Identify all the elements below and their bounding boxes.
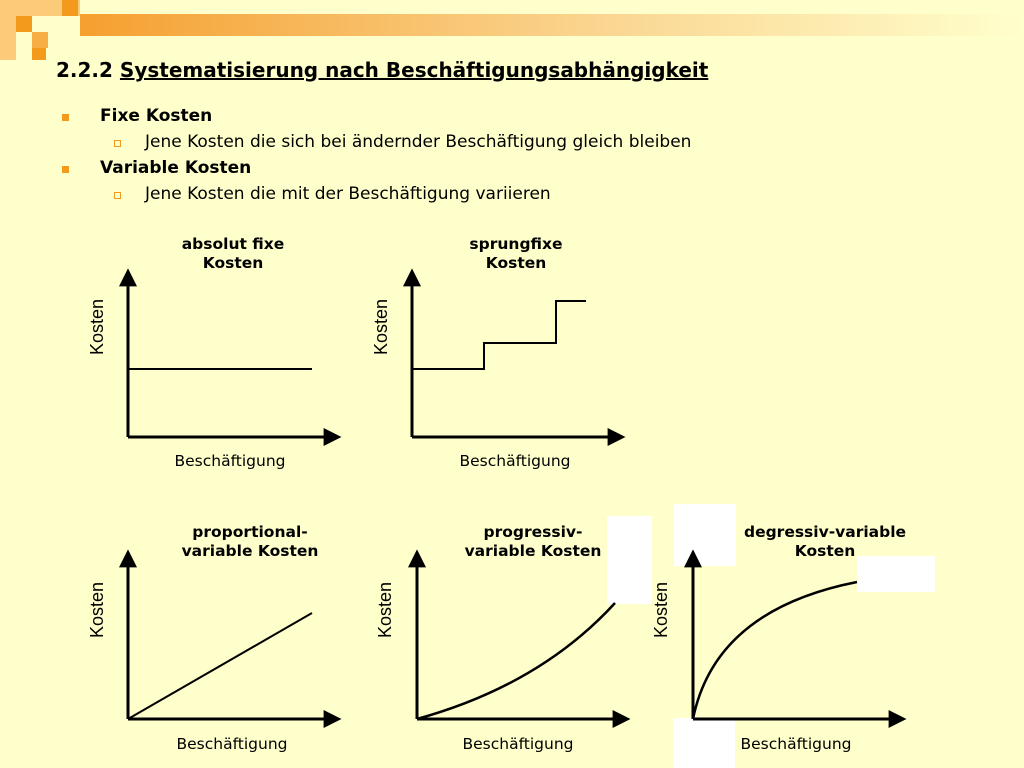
- x-axis-label: Beschäftigung: [176, 735, 288, 753]
- y-axis-label: Kosten: [651, 581, 671, 639]
- title-number: 2.2.2: [56, 58, 113, 82]
- x-axis-label: Beschäftigung: [174, 452, 286, 470]
- bullet-label: Fixe Kosten: [100, 106, 213, 126]
- x-axis-label: Beschäftigung: [462, 735, 574, 753]
- diagram-proportional: [87, 523, 338, 753]
- diagram-progressiv: [375, 523, 627, 753]
- degressive-cost-curve: [693, 582, 857, 719]
- diagram-title-line2: variable Kosten: [181, 542, 319, 560]
- diagram-absolut-fixe: [87, 235, 338, 470]
- subbullet-text: Jene Kosten die mit der Beschäftigung variieren: [145, 184, 551, 204]
- diagram-title-line2: Kosten: [202, 254, 264, 272]
- diagram-title-line1: absolut fixe: [181, 235, 285, 253]
- x-axis-label: Beschäftigung: [740, 735, 852, 753]
- diagram-title-line1: progressiv-: [483, 523, 583, 541]
- diagram-title-line1: proportional-: [192, 523, 308, 541]
- diagram-title-line2: Kosten: [794, 542, 856, 560]
- y-axis-label: Kosten: [375, 581, 395, 639]
- progressive-cost-curve: [417, 603, 615, 719]
- diagram-title-line1: sprungfixe: [469, 235, 563, 253]
- diagram-title-line2: Kosten: [485, 254, 547, 272]
- proportional-cost-line: [128, 613, 312, 719]
- subbullet-text: Jene Kosten die sich bei ändernder Beschäftigung gleich bleiben: [145, 132, 692, 152]
- diagram-title-line1: degressiv-variable: [743, 523, 907, 541]
- diagram-sprungfixe: [371, 235, 622, 470]
- y-axis-label: Kosten: [371, 298, 391, 356]
- bullet-label: Variable Kosten: [100, 158, 252, 178]
- step-cost-line: [412, 301, 586, 369]
- diagram-title-line2: variable Kosten: [464, 542, 602, 560]
- x-axis-label: Beschäftigung: [459, 452, 571, 470]
- diagram-degressiv: [651, 523, 906, 753]
- y-axis-label: Kosten: [87, 581, 107, 639]
- title-text: Systematisierung nach Beschäftigungsabhängigkeit: [119, 58, 709, 82]
- y-axis-label: Kosten: [87, 298, 107, 356]
